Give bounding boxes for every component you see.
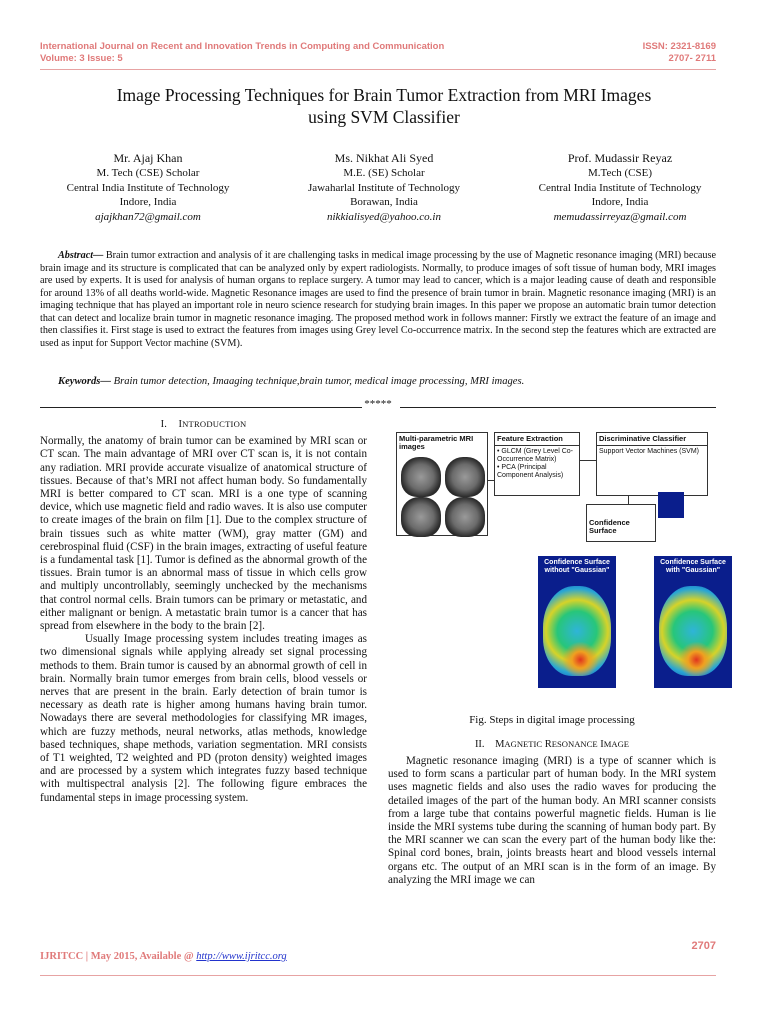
section-separator (40, 398, 716, 411)
footer-text: IJRITCC | May 2015, Available @ (40, 951, 197, 962)
arrow-icon (580, 460, 596, 461)
author-3 (502, 150, 738, 224)
paper-title (40, 84, 728, 128)
mri-images-box: Multi-parametric MRI images (396, 432, 488, 536)
journal-pages: 2707- 2711 (668, 53, 716, 64)
mri-paragraph-1: Magnetic resonance imaging (MRI) is a type of scanner which is used to form scans a particular part of human body. In the MRI system uses magnetic fields and also uses the radio waves for producing the detailed images of the part of the human body. An MRI scanner consists from a large tube that contains powerful magnetic fields. Human is lie inside the MRI systems tube during the scanning of human body part. By the MRI scanner we can scan the every part of the human body like the: Spinal cord bones, brain, joints breasts heart and blood vessels internal organs etc. The output of an MRI scan is in the form of an image. By analyzing the MRI image we can (388, 755, 716, 886)
keywords-label: Keywords— (58, 376, 111, 387)
arrow-icon (628, 496, 629, 504)
journal-issn: ISSN: 2321-8169 (642, 41, 716, 52)
abstract-label: Abstract— (58, 250, 104, 261)
intro-paragraph-2: Usually Image processing system includes treating images as two dimensional signals while applying already set signal processing methods to them. Brain tumor is caused by an abnormal growth of cell in brain. Normally brain tumor emerges from brain cells, blood vessels or nerves that are present in the brain. Early detection of brain tumor is necessary as death rate is higher among humans having brain tumor. Nowadays there are several methodologies for classifying MR images, which are fuzzy methods, neural networks, atlas methods, knowledge based techniques, shape methods, variation segmentation. MRI consists of T1 weighted, T2 weighted and PD (proton density) weighted images and are processed by a system which integrates fuzzy based technique with multispectral analysis [2]. The following figure embraces the fundamental steps in image processing system. (40, 633, 367, 804)
footer-link[interactable]: http://www.ijritcc.org (196, 951, 287, 962)
author-role: M.E. (SE) Scholar (343, 167, 425, 179)
author-role: M. Tech (CSE) Scholar (96, 167, 200, 179)
author-institute: Jawaharlal Institute of Technology (307, 181, 461, 194)
author-1 (30, 150, 266, 224)
feature-extraction-box: Feature Extraction • GLCM (Grey Level Co-Occurrence Matrix) • PCA (Principal Component Analysis) (494, 432, 580, 496)
footer-divider (40, 975, 716, 976)
keywords (40, 375, 716, 388)
author-name: Prof. Mudassir Reyaz (567, 151, 673, 165)
confidence-thumbnail (658, 492, 684, 518)
author-name: Ms. Nikhat Ali Syed (334, 151, 434, 165)
journal-name: International Journal on Recent and Innovation Trends in Computing and Communication (40, 41, 445, 52)
figure-caption: Fig. Steps in digital image processing (469, 714, 635, 726)
intro-paragraph-1: Normally, the anatomy of brain tumor can be examined by MRI scan or CT scan. The main advantage of MRI over CT scan is, it is not contain any radiation. MRI provide accurate visualize of anatomical structure of tissues. Because of that’s MRI not affect human body. So fundamentally MRI is better compared to CT scan. MRI is a one type of scanning device, which use magnetic field and radio waves. It is also use computer to create images of the brain on film [1]. Due to the complex structure of brain tissues such as white matter (WM), gray matter (GM) and cerebrospinal fluid (CSF) in the brain images, extracting of useful feature is a fundamental task [1]. Tumor is defined as the abnormal growth of the tissues. Brain tumor is an abnormal mass of tissue in which cells grow and multiply uncontrollably, seemingly unchecked by the mechanisms that control normal cells. Brain tumors can be primary or metastatic, and either malignant or benign. A metastatic brain tumor is a cancer that has spread from elsewhere in the body to the brain [2]. (40, 435, 367, 633)
keywords-text: Brain tumor detection, Imaaging technique,brain tumor, medical image processing, MRI images. (110, 376, 525, 387)
section-heading-mri: II. MAGNETIC RESONANCE IMAGE (474, 739, 630, 750)
author-city: Borawan, India (350, 196, 418, 208)
author-2 (266, 150, 502, 224)
abstract-text: Brain tumor extraction and analysis of it are challenging tasks in medical image processing by the use of Magnetic resonance imaging (MRI) because brain image and its structure is complicated that can be analyzed only by expert radiologists. Normally, to produce images of soft tissue of human body, MRI images are used by experts. It is used for analysis of human organs to replace surgery. A tumor may lead to cancer, which is a major leading cause of death and responsible for around 13% of all deaths world-wide. Magnetic Resonance images are used to find the presence of brain tumor in brain. Magnetic resonance imaging (MRI) is an imaging technique that has played an important role in neuro science research for studying brain images. In this paper we propose an automatic brain tumor detection that can detect and localize brain tumor in magnetic resonance imaging. The proposed method work in follows manner: Firstly we extract the feature of an image and then classifies it. First stage is used to extract the features from images using Grey level Co-occurrence matrix. In the second step the features which are extracted are used as input for Support Vector machine (SVM). (40, 250, 716, 349)
page-number: 2707 (691, 940, 716, 952)
author-city: Indore, India (591, 196, 649, 208)
journal-volume: Volume: 3 Issue: 5 (40, 53, 123, 64)
classifier-box: Discriminative Classifier Support Vector Machines (SVM) (596, 432, 708, 496)
author-email[interactable]: ajajkhan72@gmail.com (95, 210, 201, 223)
author-email[interactable]: nikkialisyed@yahoo.co.in (327, 210, 441, 223)
footer (40, 951, 287, 962)
author-name: Mr. Ajaj Khan (113, 151, 183, 165)
heatmap-with-gaussian: Confidence Surface with "Gaussian" (654, 556, 732, 688)
header-divider (40, 69, 716, 70)
title-line-1: Image Processing Techniques for Brain Tumor Extraction from MRI Images (116, 85, 652, 105)
figure-area (388, 430, 726, 700)
author-institute: Central India Institute of Technology (538, 181, 702, 194)
abstract (40, 250, 716, 350)
author-city: Indore, India (119, 196, 177, 208)
author-institute: Central India Institute of Technology (66, 181, 230, 194)
author-email[interactable]: memudassirreyaz@gmail.com (553, 210, 687, 223)
left-column (40, 418, 367, 805)
heatmap-without-gaussian: Confidence Surface without "Gaussian" (538, 556, 616, 688)
section-heading-introduction: I. INTRODUCTION (160, 419, 247, 430)
title-line-2: using SVM Classifier (308, 107, 460, 127)
separator-stars: ***** (364, 398, 392, 410)
pipeline-figure (388, 430, 726, 700)
confidence-surface-box: Confidence Surface (586, 504, 656, 542)
author-role: M.Tech (CSE) (588, 167, 652, 179)
